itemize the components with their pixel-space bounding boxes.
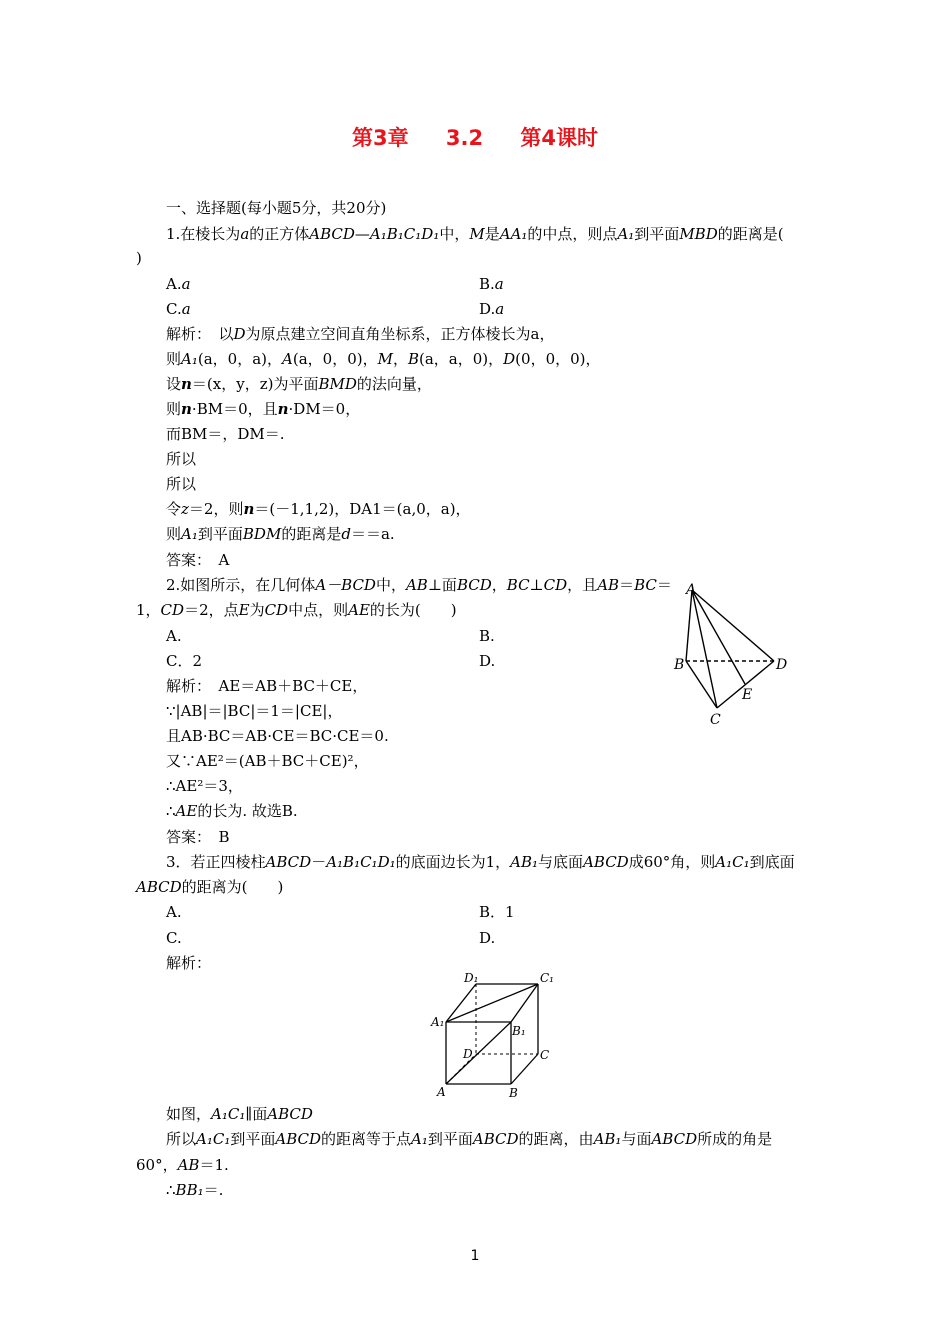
page-title <box>0 122 950 152</box>
q2-solution-line-1: 解析： AE＝AB＋BC＋CE， <box>166 677 368 695</box>
q2-stem: 2.如图所示，在几何体A－BCD中，AB⊥面BCD，BC⊥CD，且AB＝BC＝ <box>166 576 672 594</box>
q1-option-d: D.a <box>479 300 505 318</box>
q1-close-paren: ) <box>136 249 142 267</box>
q3-after-line-2: 所以A₁C₁到平面ABCD的距离等于点A₁到平面ABCD的距离，由AB₁与面ABCD所成的角是 <box>166 1130 773 1148</box>
label-a: A <box>686 582 697 598</box>
label-b1: B₁ <box>512 1024 526 1038</box>
q3-option-d: D. <box>479 929 496 947</box>
q3-after-line-4: ∴BB₁＝. <box>166 1181 224 1199</box>
q1-option-a: A.a <box>166 275 191 293</box>
q1-solution-line-1: 解析： 以D为原点建立空间直角坐标系，正方体棱长为a， <box>166 325 555 343</box>
q3-option-b: B．1 <box>479 903 515 921</box>
q2-answer: 答案： B <box>166 828 230 846</box>
edge-bc <box>511 1054 538 1084</box>
q2-option-d: D. <box>479 652 496 670</box>
label-c1: C₁ <box>540 972 554 985</box>
title-section: 3.2 <box>445 126 484 150</box>
edge-ae <box>692 590 745 684</box>
q1-solution-line-2: 则A₁(a，0，a)，A(a，0，0)，M，B(a，a，0)，D(0，0，0)， <box>166 350 601 368</box>
q3-stem-line-2: ABCD的距离为( ) <box>136 878 284 896</box>
label-a1: A₁ <box>431 1015 445 1029</box>
q2-tetrahedron-figure <box>670 578 800 728</box>
q1-solution-line-4: 则n·BM＝0，且n·DM＝0， <box>166 400 361 418</box>
q1-solution-line-7: 所以 <box>166 475 197 493</box>
q2-solution-line-2: ∵|AB|＝|BC|＝1＝|CE|， <box>166 702 343 720</box>
q3-stem: 3．若正四棱柱ABCD－A₁B₁C₁D₁的底面边长为1，AB₁与底面ABCD成60°角，则A₁C₁到底面 <box>166 853 795 871</box>
q1-solution-line-8: 令z＝2，则n＝(－1,1,2)，DA1＝(a,0，a)， <box>166 500 471 518</box>
q2-option-c: C．2 <box>166 652 203 670</box>
label-a: A <box>437 1085 446 1099</box>
q2-solution-line-4: 又∵AE²＝(AB＋BC＋CE)²， <box>166 752 369 770</box>
title-lesson: 第4课时 <box>520 126 599 150</box>
q3-after-line-3: 60°，AB＝1. <box>136 1156 229 1174</box>
q3-option-c: C. <box>166 929 182 947</box>
q1-solution-line-9: 则A₁到平面BDM的距离是d＝＝a. <box>166 525 395 543</box>
q2-solution-line-5: ∴AE²＝3， <box>166 777 243 795</box>
page-number: 1 <box>470 1248 480 1264</box>
q3-after-line-1: 如图，A₁C₁∥面ABCD <box>166 1105 313 1123</box>
q1-option-b: B.a <box>479 275 504 293</box>
q1-stem: 1.在棱长为a的正方体ABCD—A₁B₁C₁D₁中，M是AA₁的中点，则点A₁到平面MBD的距离是( <box>166 225 784 243</box>
title-chapter: 第3章 <box>351 126 409 150</box>
label-b: B <box>509 1086 518 1100</box>
q1-solution-line-6: 所以 <box>166 450 197 468</box>
label-c: C <box>710 712 721 728</box>
label-d: D <box>463 1047 473 1061</box>
label-d: D <box>776 657 788 673</box>
q1-answer: 答案： A <box>166 551 230 569</box>
q1-solution-line-5: 而BM＝，DM＝. <box>166 425 285 443</box>
label-e: E <box>742 687 753 703</box>
section-heading: 一、选择题(每小题5分，共20分) <box>166 199 387 217</box>
label-c: C <box>540 1048 550 1062</box>
q2-option-a: A. <box>166 627 182 645</box>
q2-option-b: B. <box>479 627 495 645</box>
edge-ab <box>686 590 692 661</box>
q1-option-c: C.a <box>166 300 191 318</box>
q2-solution-line-6: ∴AE的长为. 故选B. <box>166 802 298 820</box>
label-d1: D₁ <box>464 972 479 985</box>
q3-solution-label: 解析： <box>166 954 212 972</box>
q2-solution-line-3: 且AB·BC＝AB·CE＝BC·CE＝0. <box>166 727 389 745</box>
q3-option-a: A. <box>166 903 182 921</box>
q2-stem-line-2: 1，CD＝2，点E为CD中点，则AE的长为( ) <box>136 601 457 619</box>
q1-solution-line-3: 设n＝(x，y，z)为平面BMD的法向量， <box>166 375 432 393</box>
label-b: B <box>674 657 685 673</box>
q3-prism-figure <box>428 972 558 1100</box>
